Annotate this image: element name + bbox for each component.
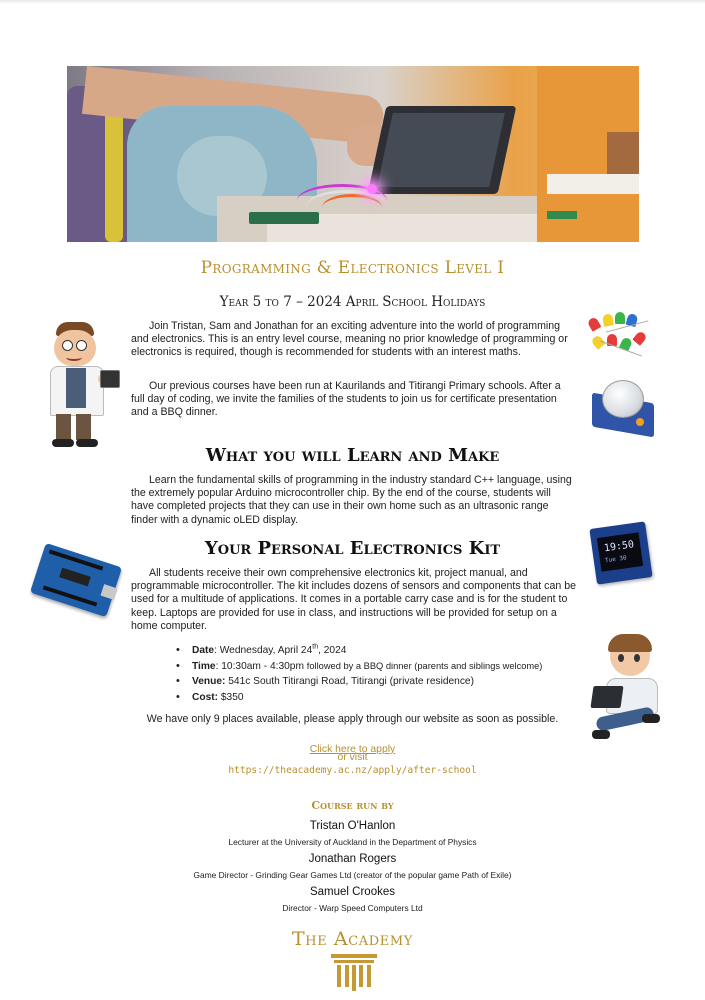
- list-item-cost: [176, 690, 596, 706]
- date-year: , 2024: [318, 645, 347, 656]
- person-role-1: Lecturer at the University of Auckland in the Department of Physics: [228, 837, 477, 847]
- person-name-2: Jonathan Rogers: [308, 853, 397, 865]
- time-value: : 10:30am - 4:30pm: [215, 660, 307, 672]
- time-label: Time: [192, 660, 216, 672]
- course-details-list: [176, 643, 596, 705]
- cost-label: Cost:: [192, 691, 219, 703]
- date-suffix: th: [312, 643, 319, 651]
- intro-paragraph-1: Join Tristan, Sam and Jonathan for an exciting adventure into the world of programming and electronics. This is an entry level course, meaning no prior knowledge of programming or electronics is required, though is recommended for students with an interest maths.: [131, 320, 568, 359]
- apply-url[interactable]: https://theacademy.ac.nz/apply/after-school: [228, 765, 477, 776]
- course-run-by-heading: Course run by: [311, 799, 394, 812]
- led-components-image: [585, 310, 657, 366]
- list-item-venue: [176, 674, 596, 690]
- person-name-1: Tristan O'Hanlon: [309, 820, 396, 832]
- scientist-illustration: [42, 322, 120, 448]
- top-edge: [0, 0, 705, 4]
- person-role-2: Game Director - Grinding Gear Games Ltd (creator of the popular game Path of Exile): [193, 870, 512, 880]
- kit-heading: Your Personal Electronics Kit: [204, 538, 501, 559]
- student-laptop-illustration: [592, 636, 662, 748]
- motion-sensor-image: [590, 376, 656, 436]
- learn-paragraph: Learn the fundamental skills of programming in the industry standard C++ language, using the extremely popular Arduino microcontroller chip. By the end of the course, students will have completed projects that they can use in their own home such as an ultrasonic range finder with a dynamic oLED display.: [131, 474, 572, 526]
- cost-value: $350: [218, 691, 244, 703]
- availability-text: We have only 9 places available, please apply through our website as soon as possible.: [146, 713, 559, 725]
- person-name-3: Samuel Crookes: [309, 886, 395, 898]
- venue-label: Venue:: [192, 676, 226, 687]
- intro-paragraph-2: Our previous courses have been run at Kaurilands and Titirangi Primary schools. After a full day of coding, we invite the families of the students to join us for certificate presentation and a BBQ dinner.: [131, 380, 561, 419]
- oled-date-text: Tue 30: [604, 554, 628, 565]
- academy-pillar-logo-icon: [331, 954, 377, 992]
- date-value: : Wednesday, April 24: [214, 645, 313, 656]
- time-note: followed by a BBQ dinner (parents and siblings welcome): [306, 660, 543, 671]
- or-visit-text: or visit: [337, 752, 368, 763]
- oled-time-text: 19:50: [603, 539, 635, 555]
- venue-value: 541c South Titirangi Road, Titirangi (private residence): [225, 676, 474, 687]
- hero-photo: [67, 66, 639, 242]
- learn-heading: What you will Learn and Make: [205, 445, 500, 466]
- apply-link[interactable]: Click here to apply: [309, 744, 396, 755]
- person-role-3: Director - Warp Speed Computers Ltd: [282, 903, 423, 913]
- academy-wordmark: The Academy: [291, 928, 413, 950]
- course-title: Programming & Electronics Level I: [200, 258, 505, 278]
- list-item-time: [176, 659, 596, 675]
- course-subtitle: Year 5 to 7 – 2024 April School Holidays: [219, 294, 486, 310]
- kit-paragraph: All students receive their own comprehensive electronics kit, project manual, and programmable microcontroller. The kit includes dozens of sensors and components that can be used for a multitude of applications. It comes in a portable carry case and is for the student to keep. Laptops are provided for use in class, and instructions will be provided for setup on a home computer.: [131, 567, 576, 632]
- list-item-date: [176, 643, 596, 659]
- date-label: Date: [192, 645, 215, 656]
